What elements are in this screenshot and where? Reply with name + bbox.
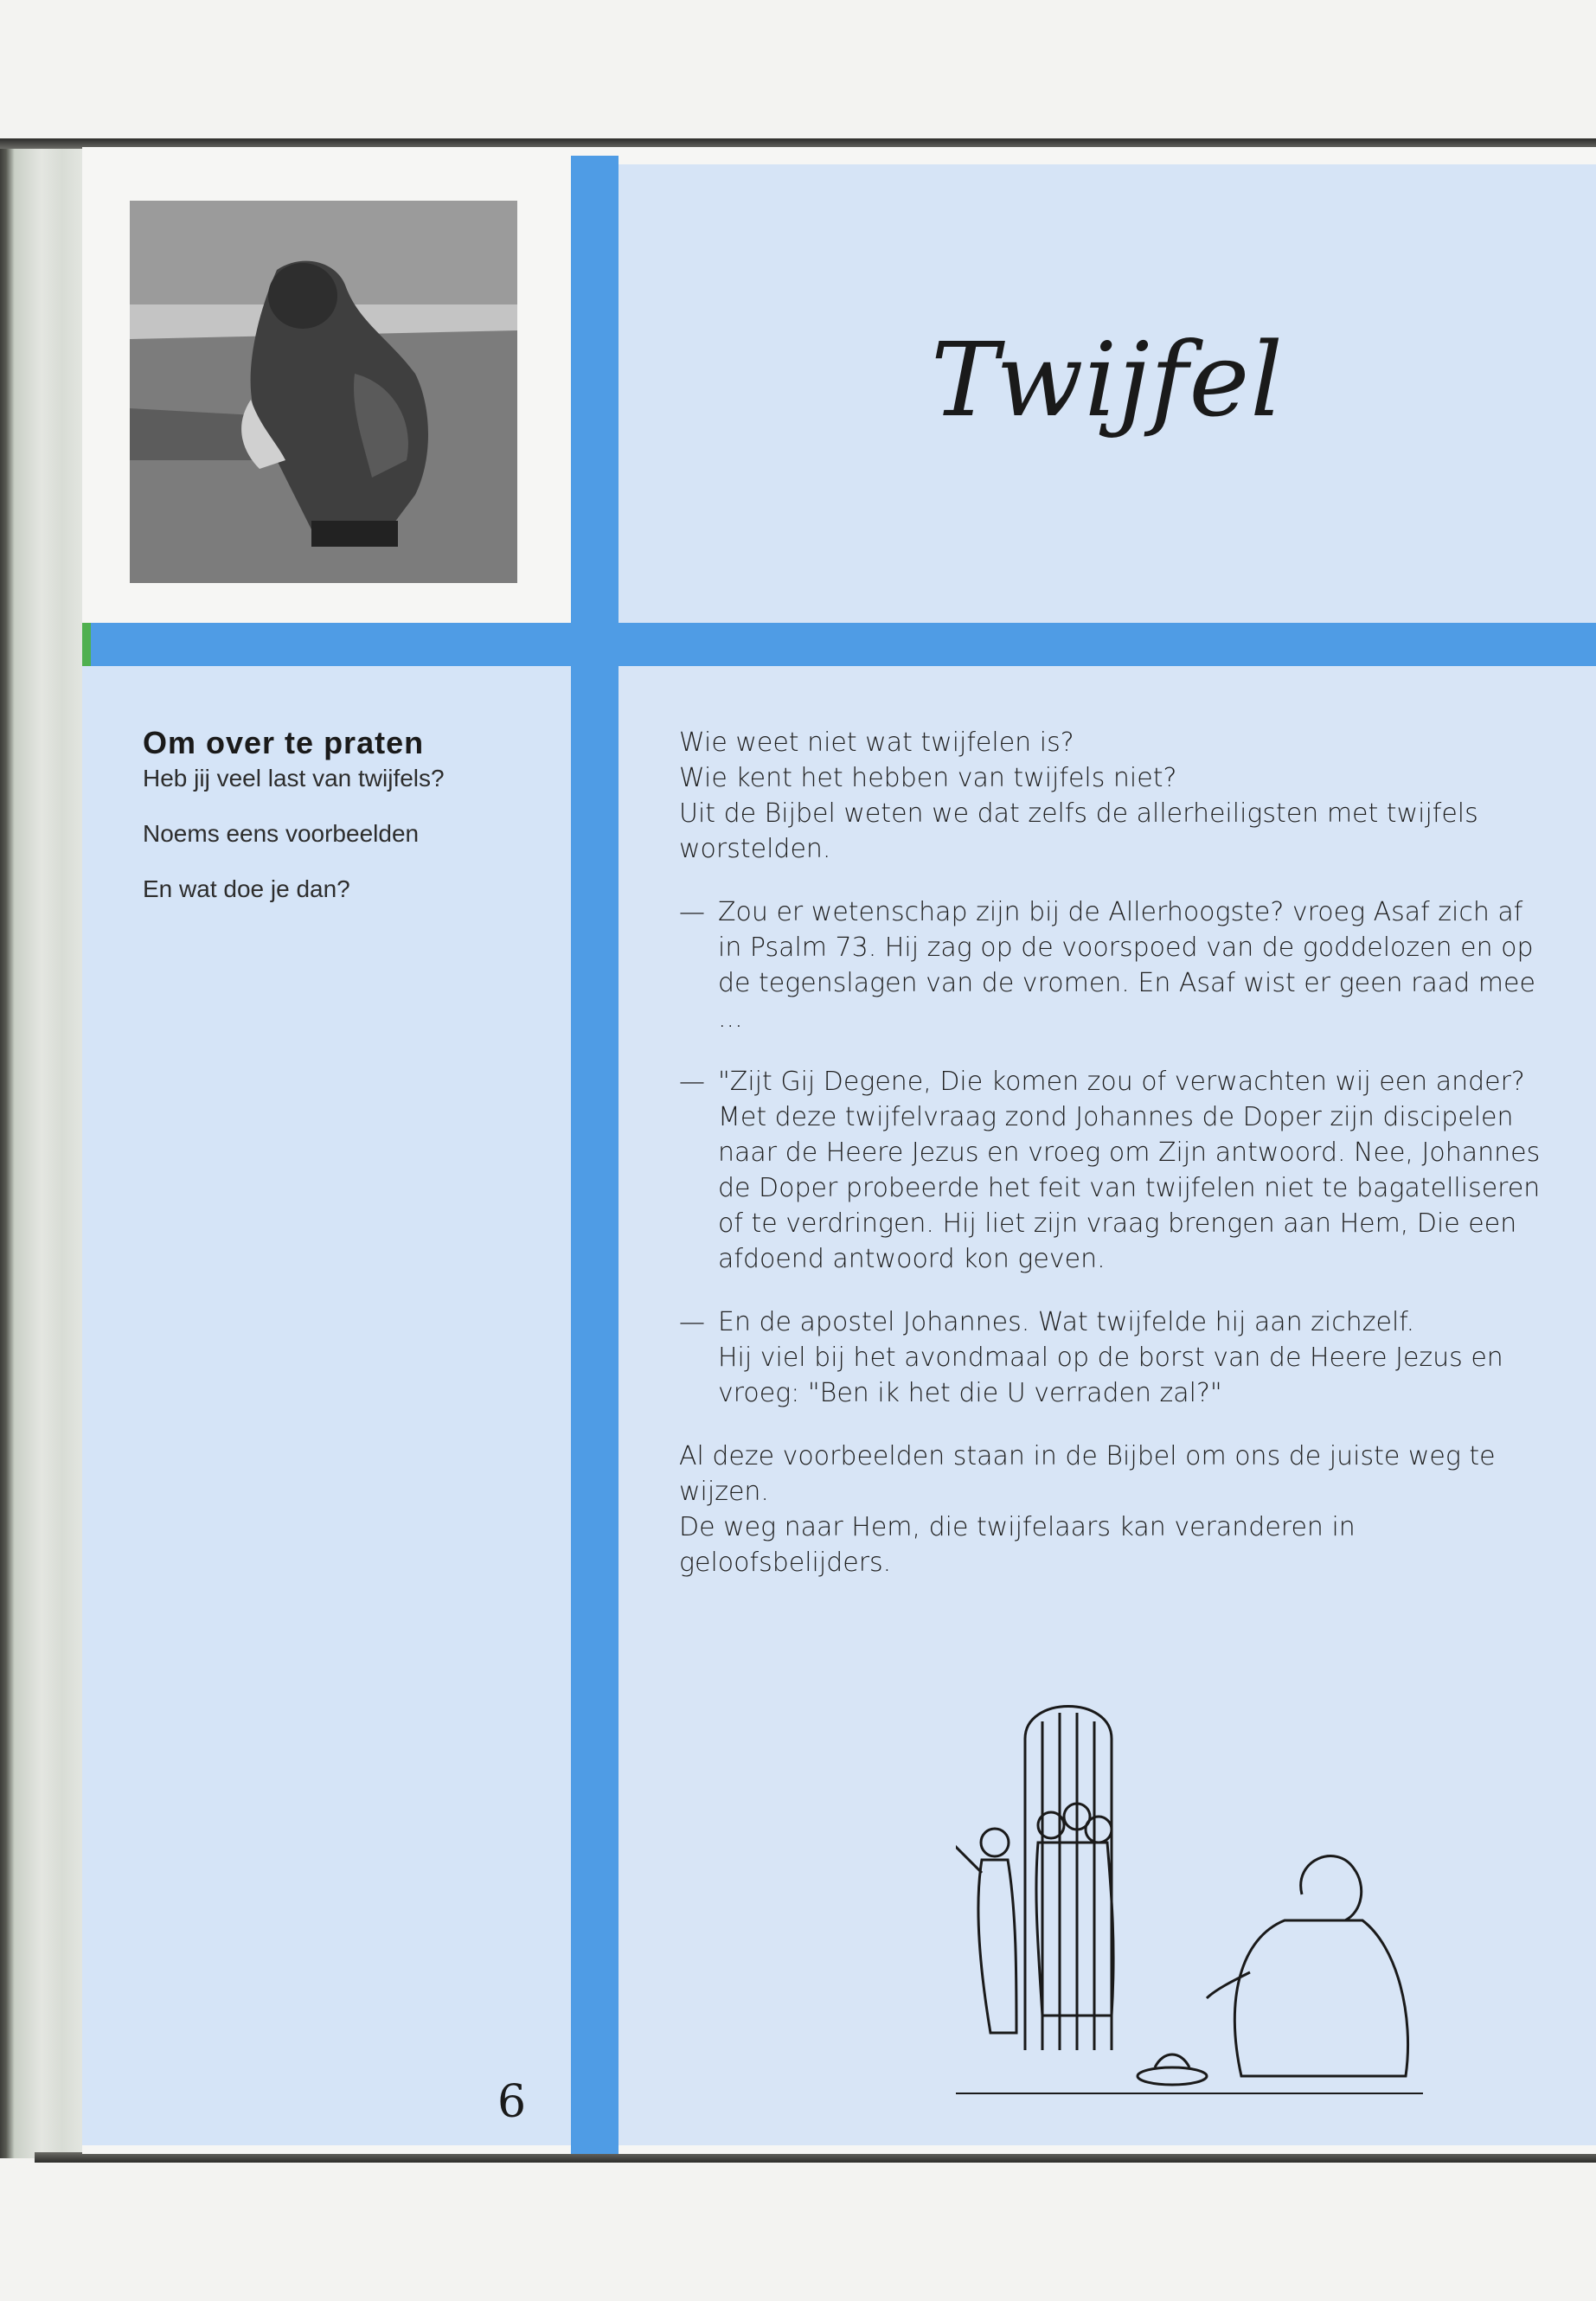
page-title: Twijfel xyxy=(930,320,1285,439)
closing-line: De weg naar Hem, die twijfelaars kan veranderen in geloofsbelijders. xyxy=(679,1512,1356,1578)
example-text-continued: Hij viel bij het avondmaal op de borst van de Heere Jezus en vroeg: "Ben ik het die U verraden zal?" xyxy=(718,1343,1503,1408)
illustration-john-in-prison xyxy=(956,1687,1423,2119)
photo-doubting-man xyxy=(130,201,517,583)
intro-line: Wie kent het hebben van twijfels niet? xyxy=(679,763,1177,793)
sidebar-heading: Om over te praten xyxy=(143,725,425,760)
article-body xyxy=(679,725,1553,1580)
sidebar-question: En wat doe je dan? xyxy=(143,875,350,902)
discussion-sidebar xyxy=(143,725,549,907)
example-item xyxy=(679,1064,1553,1277)
intro-line: Wie weet niet wat twijfelen is? xyxy=(679,727,1074,758)
example-text-continued: Met deze twijfelvraag zond Johannes de Doper zijn discipelen naar de Heere Jezus en vroeg om Zijn antwoord. Nee, Johannes de Doper probeerde het feit van twijfelen niet te bagatelliseren of te verdringen. Hij liet zijn vraag brengen aan Hem, Die een afdoend antwoord kon geven. xyxy=(718,1102,1541,1274)
sidebar-question: Heb jij veel last van twijfels? xyxy=(143,765,445,792)
intro-line: Uit de Bijbel weten we dat zelfs de allerheiligsten met twijfels worstelden. xyxy=(679,798,1478,864)
dash-marker: — xyxy=(679,897,705,927)
example-text: En de apostel Johannes. Wat twijfelde hij aan zichzelf. xyxy=(718,1307,1415,1337)
example-text: "Zijt Gij Degene, Die komen zou of verwachten wij een ander? xyxy=(718,1067,1525,1097)
dash-marker: — xyxy=(679,1067,705,1097)
example-item xyxy=(679,1304,1553,1411)
green-marker xyxy=(82,623,91,666)
closing-line: Al deze voorbeelden staan in de Bijbel om ons de juiste weg te wijzen. xyxy=(679,1441,1496,1507)
vertical-accent-bar xyxy=(571,156,619,2154)
dash-marker: — xyxy=(679,1307,705,1337)
sidebar-question: Noems eens voorbeelden xyxy=(143,820,420,847)
line-drawing-image xyxy=(956,1687,1423,2119)
horizontal-accent-bar xyxy=(82,623,1596,666)
crouching-man-photo-image xyxy=(130,201,517,583)
page-number: 6 xyxy=(497,2076,527,2128)
example-text: Zou er wetenschap zijn bij de Allerhoogste? vroeg Asaf zich af in Psalm 73. Hij zag op de voorspoed van de goddelozen en op de tegenslagen van de vromen. En Asaf wist er geen raad mee ... xyxy=(718,897,1535,1034)
book-page xyxy=(82,147,1596,2154)
example-item xyxy=(679,894,1553,1036)
